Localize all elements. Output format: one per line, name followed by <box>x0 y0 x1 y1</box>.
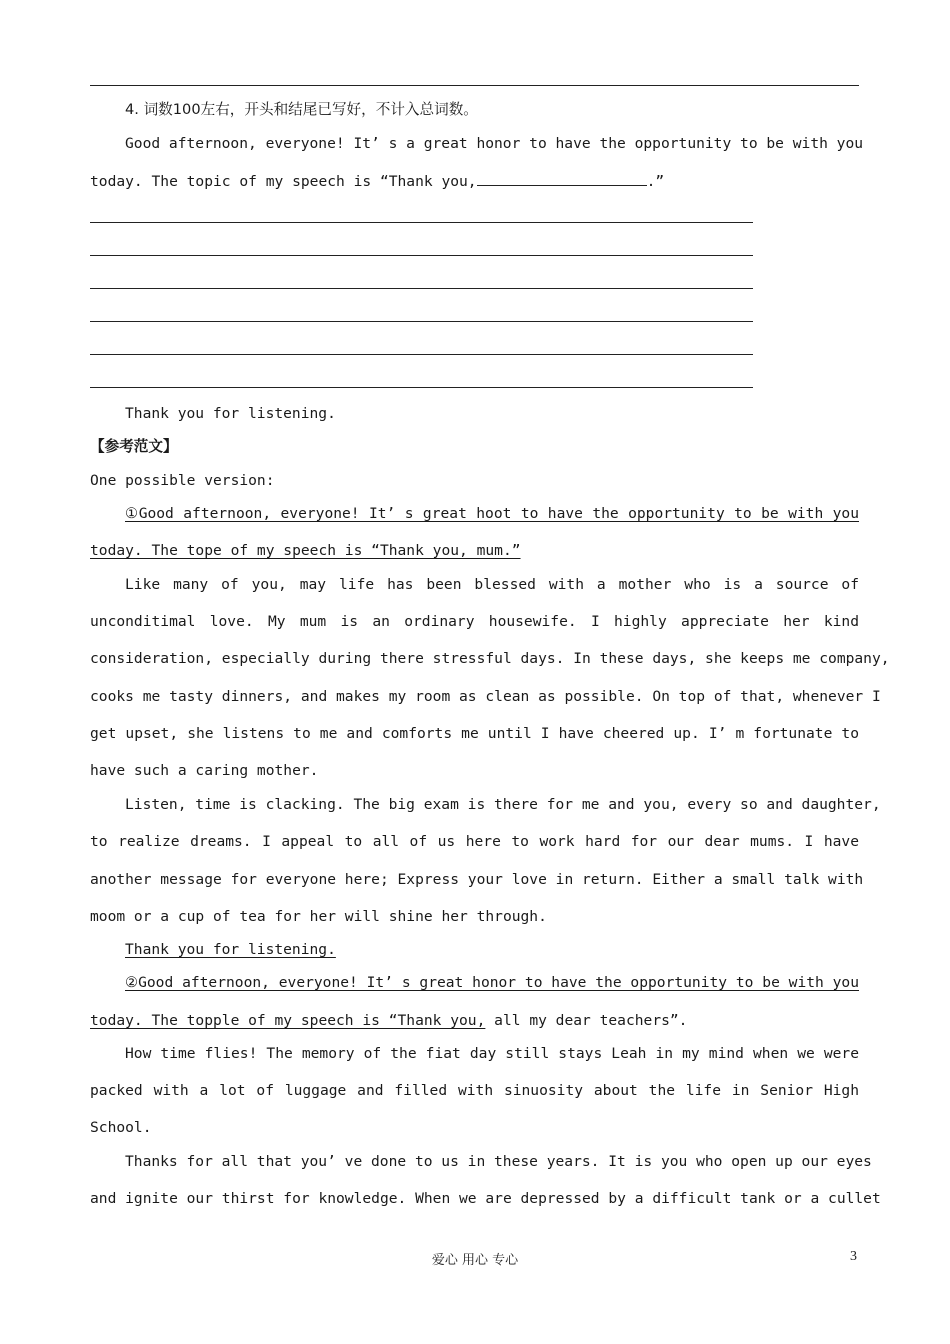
v2-p1-line: School. <box>90 1119 152 1136</box>
v2-opening-line-2 <box>90 1011 687 1031</box>
footer-motto: 爱心 用心 专心 <box>431 1253 519 1268</box>
v2-opening-line-1: ②Good afternoon, everyone! It’ s great honor to have the opportunity to be with you <box>125 974 859 991</box>
v2-p1-line: How time flies! The memory of the fiat day still stays Leah in my mind when we were <box>125 1045 859 1062</box>
page-number: 3 <box>850 1249 857 1264</box>
v1-p1-line: Like many of you, may life has been blessed with a mother who is a source of <box>125 576 859 593</box>
v2-opening-rest: all my dear teachers”. <box>485 1012 688 1029</box>
opening-suffix: .” <box>646 173 665 190</box>
v1-p2-line: another message for everyone here; Express your love in return. Either a small talk with <box>90 871 864 888</box>
opening-line-2 <box>90 171 664 192</box>
writing-line[interactable] <box>90 288 753 289</box>
reference-heading: 【参考范文】 <box>90 438 178 455</box>
writing-line[interactable] <box>90 387 753 388</box>
v1-p1-line: consideration, especially during there stressful days. In these days, she keeps me company, <box>90 650 890 667</box>
v1-p1-line: cooks me tasty dinners, and makes my room as clean as possible. On top of that, whenever I <box>90 688 881 705</box>
task-closing: Thank you for listening. <box>125 405 336 422</box>
v1-p2-line: to realize dreams. I appeal to all of us here to work hard for our dear mums. I have <box>90 833 859 850</box>
writing-line[interactable] <box>90 222 753 223</box>
opening-line-1: Good afternoon, everyone! It’ s a great honor to have the opportunity to be with you <box>125 135 864 152</box>
writing-line[interactable] <box>90 321 753 322</box>
header-rule <box>90 85 859 86</box>
v1-closing: Thank you for listening. <box>125 941 336 958</box>
v1-p1-line: unconditimal love. My mum is an ordinary housewife. I highly appreciate her kind <box>90 613 859 630</box>
v1-opening-line-2: today. The tope of my speech is “Thank you, mum.” <box>90 542 521 559</box>
v1-p2-line: Listen, time is clacking. The big exam is there for me and you, every so and daughter, <box>125 796 881 813</box>
v2-p2-line: and ignite our thirst for knowledge. When we are depressed by a difficult tank or a cullet <box>90 1190 881 1207</box>
v1-opening-line-1: ①Good afternoon, everyone! It’ s great hoot to have the opportunity to be with you <box>125 505 859 522</box>
v1-p1-line: get upset, she listens to me and comforts me until I have cheered up. I’ m fortunate to <box>90 725 859 742</box>
v1-p1-line: have such a caring mother. <box>90 762 319 779</box>
task-requirement: 4. 词数100左右，开头和结尾已写好，不计入总词数。 <box>125 101 478 118</box>
reference-intro: One possible version: <box>90 472 275 489</box>
opening-prefix: today. The topic of my speech is “Thank you, <box>90 173 477 190</box>
writing-line[interactable] <box>90 255 753 256</box>
writing-line[interactable] <box>90 354 753 355</box>
v2-opening-underlined: today. The topple of my speech is “Thank you, <box>90 1012 486 1029</box>
topic-blank[interactable] <box>477 171 647 186</box>
v2-p2-line: Thanks for all that you’ ve done to us in these years. It is you who open up our eyes <box>125 1153 872 1170</box>
v1-p2-line: moom or a cup of tea for her will shine her through. <box>90 908 547 925</box>
v2-p1-line: packed with a lot of luggage and filled with sinuosity about the life in Senior High <box>90 1082 859 1099</box>
